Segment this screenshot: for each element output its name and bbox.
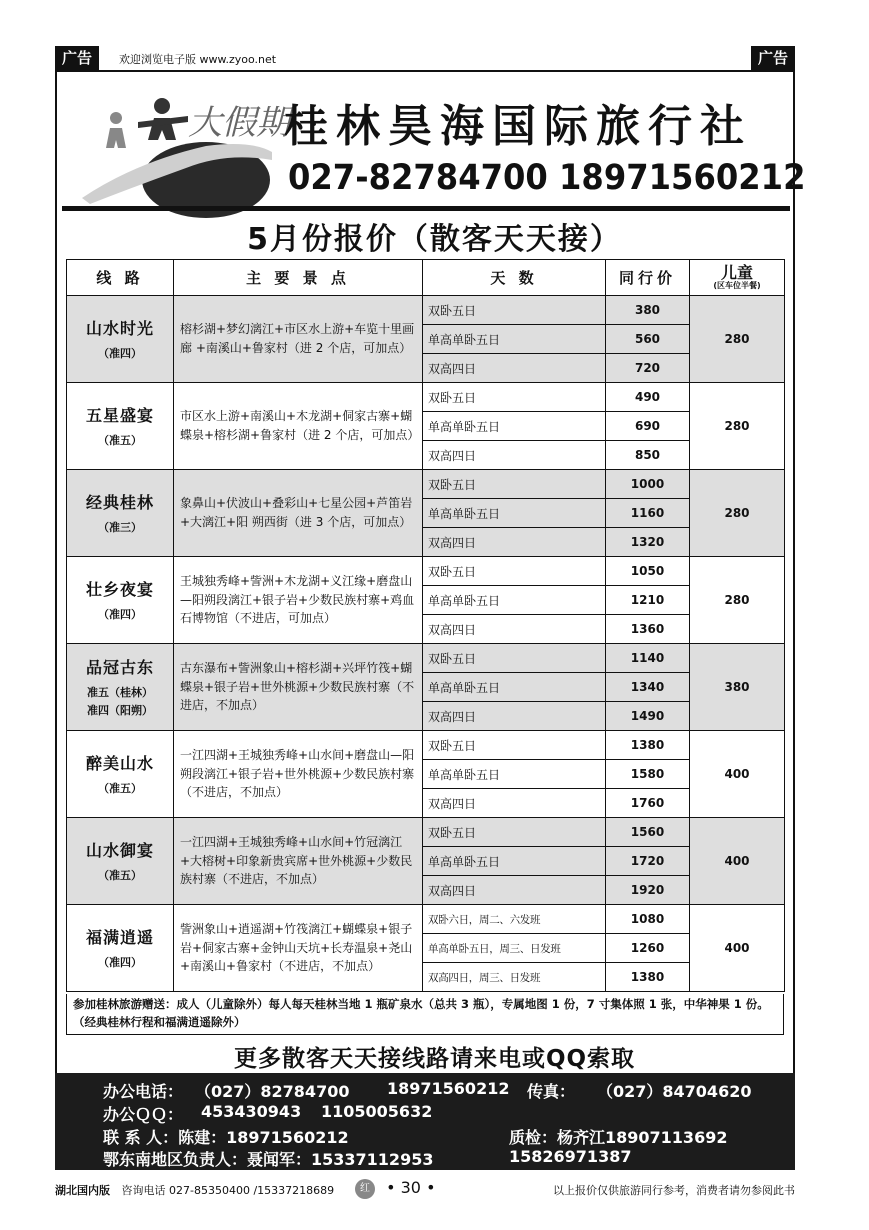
option-days: 双卧五日: [423, 818, 606, 847]
quality-contact[interactable]: 质检：杨齐江18907113692: [509, 1128, 728, 1147]
option-days: 单高单卧五日: [423, 499, 606, 528]
contact-block: [55, 1073, 795, 1170]
option-price: 1340: [606, 673, 690, 702]
option-days: 双卧五日: [423, 383, 606, 412]
route-name: 福满逍遥: [85, 927, 154, 947]
route-grade-line: （准五）: [98, 868, 142, 882]
option-price: 1050: [606, 557, 690, 586]
route-grade: [67, 519, 173, 537]
route-name: 品冠古东: [85, 657, 154, 677]
option-days: 双高四日: [423, 702, 606, 731]
option-price: 1000: [606, 470, 690, 499]
header-route: 线 路: [67, 260, 174, 296]
agency-header: [62, 76, 806, 206]
option-price: 1210: [606, 586, 690, 615]
option-days: 双卧五日: [423, 557, 606, 586]
option-days: 单高单卧五日，周三、日发班: [423, 934, 606, 963]
option-price: 1320: [606, 528, 690, 557]
option-price: 1360: [606, 615, 690, 644]
route-cell: [67, 905, 174, 992]
option-days: 双高四日: [423, 876, 606, 905]
table-row: [67, 383, 785, 412]
route-grade-line: （准三）: [98, 520, 142, 534]
option-days: 单高单卧五日: [423, 760, 606, 789]
route-sights: 一江四湖+王城独秀峰+山水间+竹冠漓江+大榕树+印象新贵宾席+世外桃源+少数民族村寨（不进店，不加点）: [174, 818, 423, 905]
route-sights: 訾洲象山+逍遥湖+竹筏漓江+蝴蝶泉+银子岩+侗家古寨+金钟山天坑+长寿温泉+尧山+南溪山+鲁家村（不进店，不加点）: [174, 905, 423, 992]
route-grade: [67, 780, 173, 798]
contact-person[interactable]: 联 系 人：陈建：18971560212: [103, 1128, 349, 1147]
route-grade-line: （准五）: [98, 781, 142, 795]
more-routes-banner: 更多散客天天接线路请来电或QQ索取: [233, 1046, 636, 1072]
child-price: 380: [690, 644, 785, 731]
child-price: 400: [690, 905, 785, 992]
child-price: 280: [690, 383, 785, 470]
option-price: 1160: [606, 499, 690, 528]
route-cell: [67, 644, 174, 731]
route-sights: 榕杉湖+梦幻漓江+市区水上游+车览十里画廊 +南溪山+鲁家村（进 2 个店，可加点）: [174, 296, 423, 383]
route-sights: 象鼻山+伏波山+叠彩山+七星公园+芦笛岩+大漓江+阳 朔西街（进 3 个店，可加点）: [174, 470, 423, 557]
route-grade: [67, 867, 173, 885]
page-footer: [55, 1178, 795, 1200]
route-name: 山水时光: [85, 318, 154, 338]
child-price: 280: [690, 557, 785, 644]
child-price: 280: [690, 470, 785, 557]
route-grade: [67, 606, 173, 624]
route-grade: [67, 684, 173, 719]
option-days: 单高单卧五日: [423, 673, 606, 702]
option-price: 380: [606, 296, 690, 325]
table-row: [67, 557, 785, 586]
route-sights: 一江四湖+王城独秀峰+山水间+磨盘山—阳朔段漓江+银子岩+世外桃源+少数民族村寨（不进店，不加点）: [174, 731, 423, 818]
route-grade-line: （准四）: [98, 955, 142, 969]
region-phone-2[interactable]: 15826971387: [509, 1147, 632, 1166]
header-divider: [62, 206, 790, 211]
route-sights: 古东瀑布+訾洲象山+榕杉湖+兴坪竹筏+蝴蝶泉+银子岩+世外桃源+少数民族村寨（不进店，不加点）: [174, 644, 423, 731]
option-days: 单高单卧五日: [423, 325, 606, 354]
route-name: 山水御宴: [85, 840, 154, 860]
route-grade-line: （准五）: [98, 433, 142, 447]
mobile-phone[interactable]: 18971560212: [387, 1079, 510, 1098]
page-number-text: • 30 •: [386, 1178, 436, 1197]
option-price: 1720: [606, 847, 690, 876]
header-child-note: (区车位半餐): [713, 280, 761, 290]
option-price: 1080: [606, 905, 690, 934]
ad-top-bar: [55, 46, 795, 72]
route-sights: 市区水上游+南溪山+木龙湖+侗家古寨+蝴蝶泉+榕杉湖+鲁家村（进 2 个店，可加点）: [174, 383, 423, 470]
ad-tag-right: 广告: [751, 46, 795, 70]
route-name: 五星盛宴: [85, 405, 154, 425]
route-grade: [67, 345, 173, 363]
route-cell: [67, 557, 174, 644]
option-days: 双卧五日: [423, 731, 606, 760]
footer-note: 以上报价仅供旅游同行参考，消费者请勿参阅此书: [553, 1184, 795, 1197]
region-manager[interactable]: 鄂东南地区负责人：聂闻军：15337112953: [103, 1150, 434, 1169]
route-grade-line: 准四（阳朔）: [87, 703, 153, 717]
agency-name: 桂林昊海国际旅行社: [284, 101, 752, 152]
option-days: 双高四日: [423, 354, 606, 383]
option-price: 690: [606, 412, 690, 441]
route-cell: [67, 470, 174, 557]
table-row: [67, 818, 785, 847]
price-title: 5月份报价（散客天天接）: [247, 222, 622, 257]
option-days: 双高四日: [423, 615, 606, 644]
option-price: 1760: [606, 789, 690, 818]
route-grade-line: 准五（桂林）: [87, 685, 153, 699]
option-price: 1580: [606, 760, 690, 789]
table-row: [67, 731, 785, 760]
footer-section: 湖北国内版: [55, 1184, 110, 1197]
ad-tag-left: 广告: [55, 46, 99, 70]
option-price: 1140: [606, 644, 690, 673]
route-cell: [67, 296, 174, 383]
option-price: 490: [606, 383, 690, 412]
option-price: 1380: [606, 731, 690, 760]
table-row: [67, 905, 785, 934]
red-badge-icon: 红: [355, 1179, 375, 1199]
table-row: [67, 644, 785, 673]
header-child-label: 儿童: [720, 262, 753, 282]
agency-phones[interactable]: 027-82784700 18971560212: [288, 158, 806, 198]
route-name: 壮乡夜宴: [85, 579, 154, 599]
option-days: 双高四日: [423, 789, 606, 818]
office-phone[interactable]: （027）82784700: [195, 1082, 350, 1101]
option-days: 双卧五日: [423, 470, 606, 499]
option-days: 单高单卧五日: [423, 847, 606, 876]
option-price: 1260: [606, 934, 690, 963]
child-price: 280: [690, 296, 785, 383]
route-cell: [67, 383, 174, 470]
option-days: 双卧五日: [423, 296, 606, 325]
footer-hotline[interactable]: 咨询电话 027-85350400 /15337218689: [121, 1184, 335, 1197]
table-header-row: [67, 260, 785, 296]
route-cell: [67, 731, 174, 818]
option-days: 单高单卧五日: [423, 586, 606, 615]
route-sights: 王城独秀峰+訾洲+木龙湖+义江缘+磨盘山—阳朔段漓江+银子岩+少数民族村寨+鸡血石博物馆（不进店，可加点）: [174, 557, 423, 644]
route-grade: [67, 432, 173, 450]
header-child: [690, 260, 785, 296]
logo-text: 大假期: [188, 103, 290, 143]
option-price: 1920: [606, 876, 690, 905]
qq-number-2[interactable]: 1105005632: [321, 1102, 433, 1121]
option-days: 单高单卧五日: [423, 412, 606, 441]
table-row: [67, 296, 785, 325]
option-days: 双高四日，周三、日发班: [423, 963, 606, 992]
header-price: 同行价: [606, 260, 690, 296]
option-price: 1380: [606, 963, 690, 992]
header-days: 天 数: [423, 260, 606, 296]
route-name: 醉美山水: [85, 753, 154, 773]
option-price: 1490: [606, 702, 690, 731]
option-price: 1560: [606, 818, 690, 847]
child-price: 400: [690, 731, 785, 818]
holiday-logo-icon: [76, 82, 290, 204]
child-price: 400: [690, 818, 785, 905]
route-grade-line: （准四）: [98, 346, 142, 360]
option-days: 双高四日: [423, 528, 606, 557]
gift-note: 参加桂林旅游赠送：成人（儿童除外）每人每天桂林当地 1 瓶矿泉水（总共 3 瓶），专属地图 1 份，7 寸集体照 1 张，中华神果 1 份。（经典桂林行程和福满逍遥除外）: [66, 994, 784, 1035]
table-row: [67, 470, 785, 499]
option-days: 双卧五日: [423, 644, 606, 673]
site-url-text[interactable]: 欢迎浏览电子版 www.zyoo.net: [119, 53, 277, 66]
fax-label: 传真：: [527, 1082, 576, 1101]
qq-label: 办公ＱＱ：: [103, 1105, 184, 1124]
qq-number-1[interactable]: 453430943: [201, 1102, 302, 1121]
footer-left: [55, 1182, 334, 1198]
option-price: 720: [606, 354, 690, 383]
route-grade-line: （准四）: [98, 607, 142, 621]
option-days: 双高四日: [423, 441, 606, 470]
route-cell: [67, 818, 174, 905]
route-name: 经典桂林: [85, 492, 154, 512]
page-number: [355, 1178, 436, 1199]
route-grade: [67, 954, 173, 972]
fax-number[interactable]: （027）84704620: [597, 1082, 752, 1101]
office-phone-label: 办公电话：: [103, 1082, 184, 1101]
price-table: [66, 259, 785, 992]
header-sights: 主 要 景 点: [174, 260, 423, 296]
option-price: 560: [606, 325, 690, 354]
option-days: 双卧六日，周二、六发班: [423, 905, 606, 934]
option-price: 850: [606, 441, 690, 470]
